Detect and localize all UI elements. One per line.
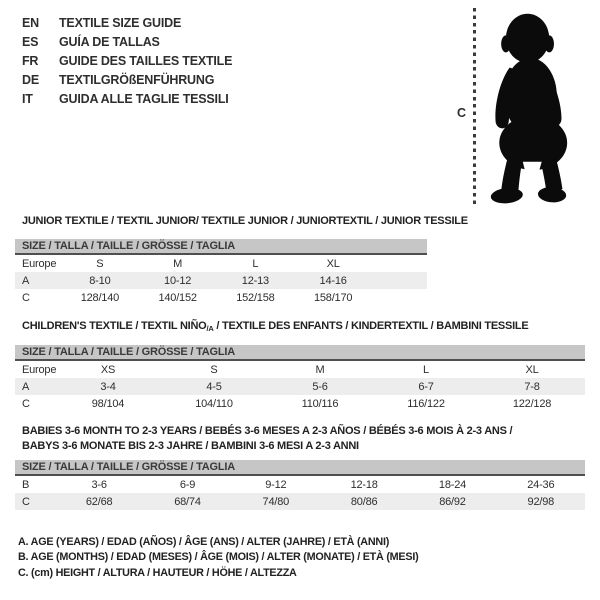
table-cell: 122/128 [512,397,552,410]
table-row-age-months [15,476,585,493]
table-cell: 62/68 [85,495,113,508]
table-cell: 6-9 [179,478,196,491]
table-row-age [15,378,585,395]
language-title: TEXTILE SIZE GUIDE [59,15,182,30]
language-row-it [22,90,232,109]
language-title: GUIDE DES TAILLES TEXTILE [59,53,233,68]
babies-size-table [15,460,585,510]
table-cell: 4-5 [206,380,222,393]
junior-size-table [15,239,427,306]
table-cell: 116/122 [407,397,445,410]
row-label: Europe [22,257,57,270]
table-cell: 12-13 [241,274,269,287]
language-row-fr [22,51,232,70]
table-cell: L [252,257,259,270]
table-cell: 3-4 [100,380,116,393]
row-label: Europe [22,363,57,376]
table-cell: 92/98 [527,495,555,508]
row-label: C [22,397,30,410]
table-cell: 14-16 [319,274,347,287]
size-header-bar: SIZE / TALLA / TAILLE / GRÖSSE / TAGLIA [15,345,585,361]
table-cell: 7-8 [524,380,540,393]
children-section-title [22,320,528,333]
table-row-height [15,493,585,510]
table-cell: 104/110 [195,397,233,410]
table-cell: 80/86 [350,495,378,508]
table-cell: 10-12 [164,274,192,287]
row-label: C [22,495,30,508]
table-cell: XL [326,257,340,270]
title-subscript: /A [206,324,214,333]
row-label: A [22,380,30,393]
language-code: EN [22,15,39,30]
language-title: GUÍA DE TALLAS [59,34,160,49]
height-marker-label: C [457,106,467,120]
table-cell: 86/92 [439,495,466,508]
height-dashed-line [473,8,476,206]
title-text: / TEXTILE DES ENFANTS / KINDERTEXTIL / BAMBINI TESSILE [213,320,529,332]
junior-section-title: JUNIOR TEXTILE / TEXTIL JUNIOR/ TEXTILE JUNIOR / JUNIORTEXTIL / JUNIOR TESSILE [22,215,468,227]
table-cell: 8-10 [89,274,111,287]
table-cell: 152/158 [236,291,275,304]
table-cell: 140/152 [158,291,197,304]
table-cell: M [173,257,183,270]
table-cell: 3-6 [91,478,107,491]
table-cell: 5-6 [312,380,328,393]
size-header-bar: SIZE / TALLA / TAILLE / GRÖSSE / TAGLIA [15,239,427,255]
language-list [22,13,232,109]
table-cell: XL [525,363,539,376]
table-cell: 6-7 [418,380,434,393]
children-size-table [15,345,585,412]
table-cell: S [96,257,104,270]
toddler-silhouette-icon [481,9,576,207]
table-cell: L [423,363,429,376]
legend-notes [18,535,418,581]
row-label: B [22,478,30,491]
language-row-es [22,32,232,51]
table-row-europe [15,255,427,272]
table-cell: 9-12 [265,478,287,491]
table-cell: 24-36 [527,478,555,491]
language-code: FR [22,53,39,68]
note-age-years: A. AGE (YEARS) / EDAD (AÑOS) / ÂGE (ANS) / ALTER (JAHRE) / ETÀ (ANNI) [18,536,390,548]
babies-section-title [22,424,512,454]
table-cell: 74/80 [262,495,290,508]
title-line-1: BABIES 3-6 MONTH TO 2-3 YEARS / BEBÉS 3-6 MESES A 2-3 AÑOS / BÉBÉS 3-6 MOIS À 2-3 ANS / [22,425,513,437]
table-row-height [15,289,427,306]
table-cell: S [210,363,218,376]
language-code: ES [22,34,39,49]
language-title: TEXTILGRÖßENFÜHRUNG [59,73,215,88]
language-row-de [22,71,232,90]
language-code: DE [22,73,39,88]
table-cell: 98/104 [91,397,125,410]
table-cell: 18-24 [438,478,467,491]
table-cell: 12-18 [350,478,378,491]
table-row-height [15,395,585,412]
table-cell: 110/116 [301,397,339,410]
row-label: C [22,291,30,304]
size-header-bar: SIZE / TALLA / TAILLE / GRÖSSE / TAGLIA [15,460,585,476]
table-row-europe [15,361,585,378]
language-code: IT [22,92,33,107]
note-age-months: B. AGE (MONTHS) / EDAD (MESES) / ÂGE (MOIS) / ALTER (MONATE) / ETÀ (MESI) [18,551,419,564]
title-line-2: BABYS 3-6 MONATE BIS 2-3 JAHRE / BAMBINI 3-6 MESI A 2-3 ANNI [22,440,359,453]
table-cell: 68/74 [174,495,201,508]
table-cell: 128/140 [80,291,120,304]
table-cell: 158/170 [313,291,353,304]
language-title: GUIDA ALLE TAGLIE TESSILI [59,92,229,107]
title-text: CHILDREN'S TEXTILE / TEXTIL NIÑO [22,320,207,332]
table-cell: M [315,363,325,376]
language-row-en [22,13,232,32]
note-height: C. (cm) HEIGHT / ALTURA / HAUTEUR / HÖHE / ALTEZZA [18,566,297,579]
table-cell: XS [100,363,116,376]
row-label: A [22,274,30,287]
table-row-age [15,272,427,289]
